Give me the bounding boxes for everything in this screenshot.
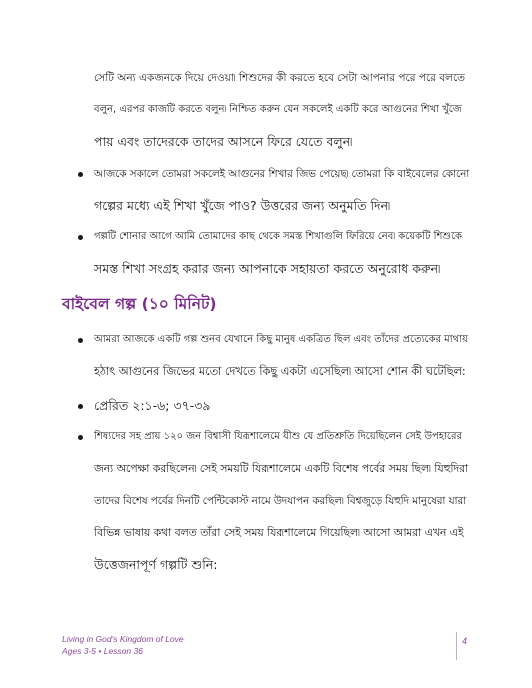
bullet-marker — [78, 235, 83, 240]
bullet-line: তাদের বিশেষ পর্বের দিনটি পেন্টিকোস্ট নামে উদযাপন করছিল৷ বিশ্বজুড়ে যিহুদি মানুষেরা যারা — [94, 495, 467, 507]
paragraph-line: পায় এবং তাদেরকে তাদের আসনে ফিরে যেতে বলুন৷ — [94, 134, 353, 149]
bullet-line: গল্পের মধ্যে এই শিখা খুঁজে পাও? উত্তরের জন্য অনুমতি দিন৷ — [94, 198, 391, 213]
footer-meta: Ages 3-5 • Lesson 36 — [62, 646, 143, 656]
bullet-line: উত্তেজনাপূর্ণ গল্পটি শুনি: — [94, 557, 218, 572]
page-number: 4 — [462, 636, 468, 646]
bullet-line: আমরা আজকে একটি গল্প শুনব যেখানে কিছু মানুষ একত্রিত ছিল এবং তাঁদের প্রত্যেকের মাথায় — [94, 334, 468, 345]
bullet-line: বিভিন্ন ভাষায় কথা বলত তাঁরা সেই সময় যিরূশালেমে গিয়েছিল৷ আসো আমরা এখন এই — [94, 526, 464, 539]
section-heading: বাইবেল গল্প (১০ মিনিট) — [62, 295, 217, 313]
footer-divider — [456, 632, 457, 660]
bullet-marker — [78, 435, 83, 440]
bullet-marker — [78, 404, 83, 409]
bullet-line: শিষ্যদের সহ প্রায় ১২০ জন বিশ্বাসী যিরূশালেমে যীশু যে প্রতিশ্রুতি দিয়েছিলেন সেই উপহারের — [94, 431, 462, 442]
paragraph-line: সেটি অন্য একজনকে দিয়ে দেওয়া৷ শিশুদের কী করতে হবে সেটা আপনার পরে পরে বলতে — [94, 72, 466, 84]
bullet-line: সমস্ত শিখা সংগ্রহ করার জন্য আপনাকে সহায়তা করতে অনুরোধ করুন৷ — [94, 261, 441, 276]
bullet-line: হঠাৎ আগুনের জিভের মতো দেখতে কিছু একটা এসেছিল৷ আসো শোন কী ঘটেছিল: — [94, 365, 466, 378]
bullet-line: জন্য অপেক্ষা করছিলেন৷ সেই সময়টি যিরূশালেমে একটি বিশেষ পর্বের সময় ছিল৷ যিহুদিরা — [94, 462, 469, 475]
bullet-marker — [78, 172, 83, 177]
bullet-line: আজকে সকালে তোমরা সকলেই আগুনের শিখার জিভ পেয়েছ৷ তোমরা কি বাইবেলের কোনো — [94, 168, 470, 180]
bullet-marker — [78, 338, 83, 343]
footer-title: Living in God's Kingdom of Love — [62, 634, 184, 644]
bullet-line: গল্পটি শোনার আগে আমি তোমাদের কাছ থেকে সমস্ত শিখাগুলি ফিরিয়ে নেব৷ কয়েকটি শিশুকে — [94, 231, 462, 242]
bullet-line: প্রেরিত ২:১-৬; ৩৭-৩৯ — [94, 398, 211, 413]
paragraph-line: বলুন, এরপর কাজটি করতে বলুন৷ নিশ্চিত করুন যেন সকলেই একটি করে আগুনের শিখা খুঁজে — [94, 104, 462, 115]
